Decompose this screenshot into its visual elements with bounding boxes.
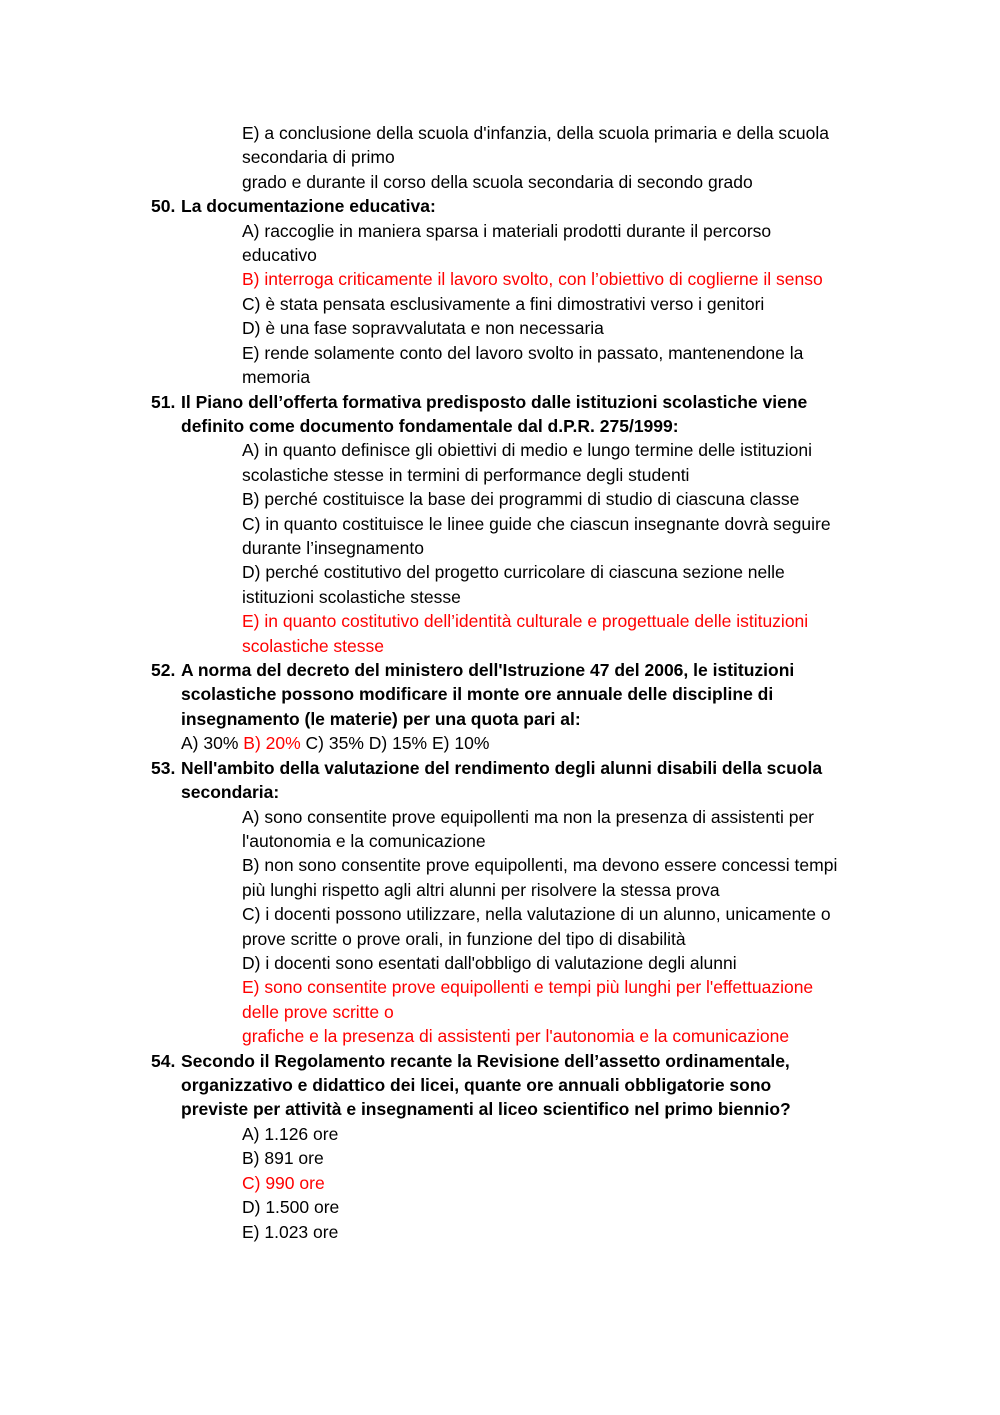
q52-question-line2: scolastiche possono modificare il monte ore annuale delle discipline di xyxy=(181,684,774,704)
q53-number: 53. xyxy=(151,758,176,778)
q50-option-c: C) è stata pensata esclusivamente a fini dimostrativi verso i genitori xyxy=(242,294,765,314)
q54-question-line2: organizzativo e didattico dei licei, quante ore annuali obbligatorie sono xyxy=(181,1075,772,1095)
q51-option-a-line1: A) in quanto definisce gli obiettivi di medio e lungo termine delle istituzioni xyxy=(242,440,813,460)
q49-option-e-line2: secondaria di primo xyxy=(242,147,395,167)
q54-question-line3: previste per attività e insegnamenti al liceo scientifico nel primo biennio? xyxy=(181,1099,791,1119)
q53-option-e-correct-line2: delle prove scritte o xyxy=(242,1002,394,1022)
q50-question: La documentazione educativa: xyxy=(181,196,436,216)
q49-option-e-line1: E) a conclusione della scuola d'infanzia, della scuola primaria e della scuola xyxy=(242,123,830,143)
q53-option-b-line2: più lunghi rispetto agli altri alunni per risolvere la stessa prova xyxy=(242,880,720,900)
q51-option-d-line2: istituzioni scolastiche stesse xyxy=(242,587,461,607)
q50-option-e-line1: E) rende solamente conto del lavoro svolto in passato, mantenendone la xyxy=(242,343,804,363)
q53-option-a-line1: A) sono consentite prove equipollenti ma non la presenza di assistenti per xyxy=(242,807,815,827)
q51-option-e-correct-line1: E) in quanto costitutivo dell’identità culturale e progettuale delle istituzioni xyxy=(242,611,809,631)
q51-number: 51. xyxy=(151,392,176,412)
q52-number: 52. xyxy=(151,660,176,680)
q54-option-a: A) 1.126 ore xyxy=(242,1124,339,1144)
q54-option-d: D) 1.500 ore xyxy=(242,1197,340,1217)
q53-question-line1: Nell'ambito della valutazione del rendimento degli alunni disabili della scuola xyxy=(181,758,823,778)
q51-option-b: B) perché costituisce la base dei programmi di studio di ciascuna classe xyxy=(242,489,800,509)
q50-option-b-correct: B) interroga criticamente il lavoro svolto, con l’obiettivo di coglierne il senso xyxy=(242,269,823,289)
q52-option-c: C) 35% xyxy=(305,733,364,753)
q53-option-c-line2: prove scritte o prove orali, in funzione del tipo di disabilità xyxy=(242,929,686,949)
q53-option-b-line1: B) non sono consentite prove equipollenti, ma devono essere concessi tempi xyxy=(242,855,838,875)
q50-option-a-line1: A) raccoglie in maniera sparsa i materiali prodotti durante il percorso xyxy=(242,221,772,241)
q51-question-line1: Il Piano dell’offerta formativa predisposto dalle istituzioni scolastiche viene xyxy=(181,392,808,412)
q51-option-e-correct-line2: scolastiche stesse xyxy=(242,636,385,656)
q54-option-c-correct: C) 990 ore xyxy=(242,1173,325,1193)
q53-option-e-correct-line3: grafiche e la presenza di assistenti per l'autonomia e la comunicazione xyxy=(242,1026,790,1046)
q54-question-line1: Secondo il Regolamento recante la Revisione dell’assetto ordinamentale, xyxy=(181,1051,790,1071)
q49-option-e-line3: grado e durante il corso della scuola secondaria di secondo grado xyxy=(242,172,753,192)
q52-question-line3: insegnamento (le materie) per una quota pari al: xyxy=(181,709,581,729)
q52-question-line1: A norma del decreto del ministero dell'Istruzione 47 del 2006, le istituzioni xyxy=(181,660,795,680)
q54-number: 54. xyxy=(151,1051,176,1071)
q53-option-d: D) i docenti sono esentati dall'obbligo di valutazione degli alunni xyxy=(242,953,737,973)
q52-option-e: E) 10% xyxy=(432,733,490,753)
q52-options-row xyxy=(181,731,489,755)
q50-option-e-line2: memoria xyxy=(242,367,311,387)
q50-option-a-line2: educativo xyxy=(242,245,317,265)
q50-option-d: D) è una fase sopravvalutata e non necessaria xyxy=(242,318,604,338)
q54-option-e: E) 1.023 ore xyxy=(242,1222,339,1242)
q51-option-c-line1: C) in quanto costituisce le linee guide che ciascun insegnante dovrà seguire xyxy=(242,514,831,534)
q51-option-c-line2: durante l’insegnamento xyxy=(242,538,424,558)
q52-option-a: A) 30% xyxy=(181,733,239,753)
q52-option-d: D) 15% xyxy=(368,733,428,753)
q52-option-b-correct: B) 20% xyxy=(243,733,301,753)
q51-option-d-line1: D) perché costitutivo del progetto curricolare di ciascuna sezione nelle xyxy=(242,562,785,582)
q54-option-b: B) 891 ore xyxy=(242,1148,324,1168)
q53-question-line2: secondaria: xyxy=(181,782,280,802)
q50-number: 50. xyxy=(151,196,176,216)
q53-option-a-line2: l'autonomia e la comunicazione xyxy=(242,831,486,851)
q53-option-e-correct-line1: E) sono consentite prove equipollenti e tempi più lunghi per l'effettuazione xyxy=(242,977,814,997)
q51-option-a-line2: scolastiche stesse in termini di performance degli studenti xyxy=(242,465,690,485)
q53-option-c-line1: C) i docenti possono utilizzare, nella valutazione di un alunno, unicamente o xyxy=(242,904,831,924)
q51-question-line2: definito come documento fondamentale dal d.P.R. 275/1999: xyxy=(181,416,679,436)
